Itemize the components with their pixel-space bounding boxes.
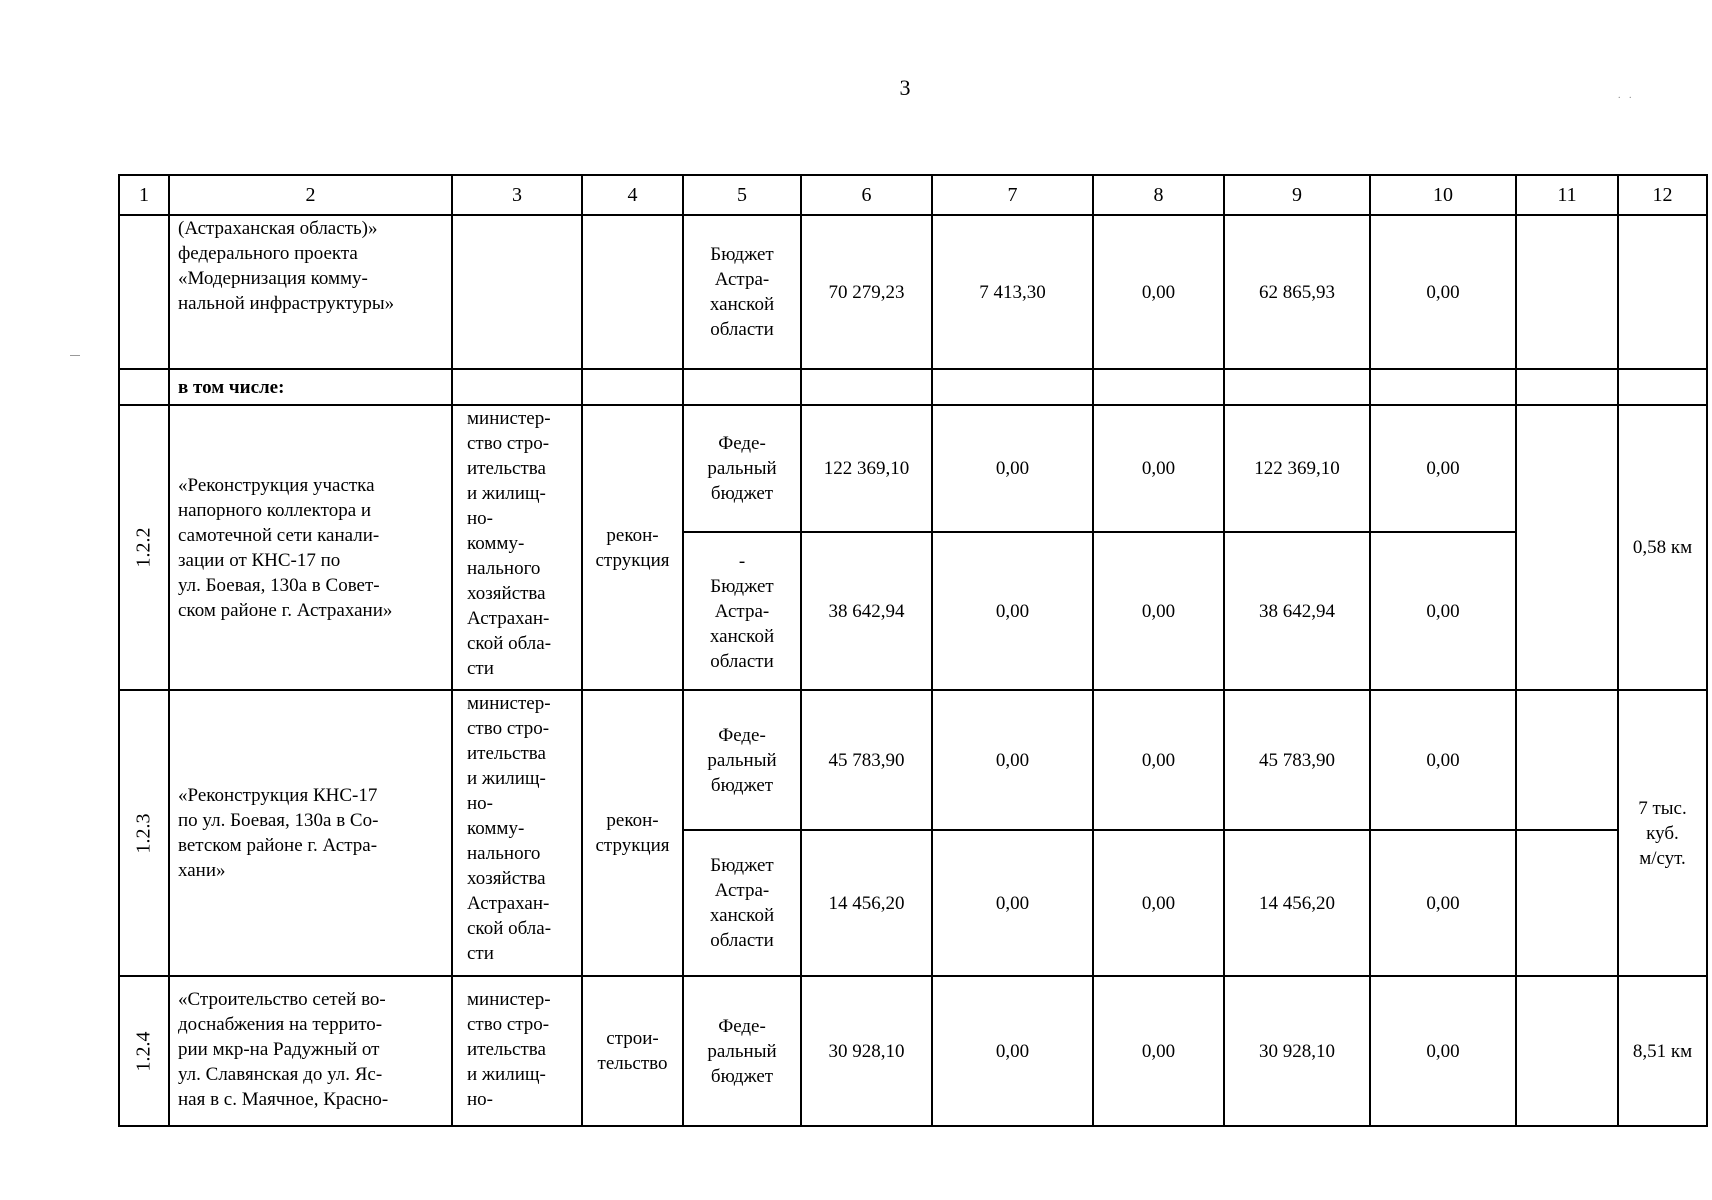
ministry-line: сти: [467, 943, 494, 964]
work-line: строи-: [606, 1028, 659, 1049]
result-cell: [1618, 690, 1707, 976]
project-name-cell: [169, 976, 452, 1126]
amount-cell: 0,00: [1093, 976, 1224, 1126]
amount-cell: 62 865,93: [1224, 215, 1370, 369]
source-line: области: [710, 930, 774, 951]
amount-cell: 0,00: [932, 690, 1093, 830]
source-line: ральный: [707, 1040, 777, 1062]
amount-cell: 0,00: [932, 405, 1093, 532]
result-line: м/сут.: [1639, 847, 1686, 869]
header-cell: 6: [801, 175, 932, 215]
funding-source-cell: [683, 532, 801, 690]
name-line: «Реконструкция КНС-17: [178, 785, 378, 806]
source-line: Астра-: [714, 600, 770, 622]
amount-cell: 122 369,10: [801, 405, 932, 532]
ministry-line: но-: [467, 508, 493, 529]
header-row: [119, 175, 1707, 215]
amount-cell: 0,00: [1370, 215, 1516, 369]
work-line: рекон-: [606, 524, 659, 546]
amount-cell: 0,00: [1370, 405, 1516, 532]
funding-source-cell: [683, 690, 801, 830]
source-line: Астра-: [714, 269, 770, 290]
empty-cell: [119, 369, 169, 405]
amount-cell: 45 783,90: [801, 690, 932, 830]
project-name-cell: [169, 215, 452, 369]
ministry-line: и жилищ-: [467, 768, 546, 789]
ministry-line: ство стро-: [467, 1014, 550, 1035]
source-line: Бюджет: [710, 575, 774, 597]
ministry-line: ительства: [467, 743, 546, 764]
amount-cell: 0,00: [932, 976, 1093, 1126]
header-cell: 7: [932, 175, 1093, 215]
table-row: [119, 690, 1707, 830]
amount-cell: 0,00: [1370, 830, 1516, 976]
including-row: [119, 369, 1707, 405]
source-line: Бюджет: [710, 855, 774, 876]
work-line: струкция: [595, 835, 670, 856]
ministry-line: нального: [467, 843, 541, 864]
amount-cell: 45 783,90: [1224, 690, 1370, 830]
item-number: 1.2.2: [132, 527, 155, 568]
source-line: Бюджет: [710, 244, 774, 265]
work-line: рекон-: [606, 810, 659, 831]
responsible-body-cell: [452, 690, 582, 976]
source-line: ханской: [709, 905, 775, 926]
budget-table: [118, 174, 1708, 1127]
empty-cell: [932, 369, 1093, 405]
item-number-cell: [119, 976, 169, 1126]
amount-cell: 0,00: [932, 532, 1093, 690]
amount-cell: 30 928,10: [1224, 976, 1370, 1126]
funding-source-cell: [683, 405, 801, 532]
amount-cell: 7 413,30: [932, 215, 1093, 369]
ministry-line: ской обла-: [467, 918, 552, 939]
table-row: [119, 405, 1707, 532]
amount-cell: 0,00: [1370, 976, 1516, 1126]
item-number: 1.2.4: [132, 1031, 155, 1071]
result-line: 8,51 км: [1632, 1040, 1693, 1062]
work-type-cell: [582, 976, 683, 1126]
ministry-line: сти: [467, 658, 494, 679]
ministry-line: ство стро-: [467, 718, 550, 739]
amount-cell: 30 928,10: [801, 976, 932, 1126]
result-cell: [1618, 405, 1707, 690]
header-cell: 11: [1516, 175, 1618, 215]
empty-cell: [1516, 830, 1618, 976]
ministry-line: Астрахан-: [467, 893, 550, 914]
item-number-cell: [119, 405, 169, 690]
amount-cell: 14 456,20: [801, 830, 932, 976]
name-line: самотечной сети канали-: [178, 524, 380, 546]
source-line: ханской: [709, 294, 775, 315]
table-row: [119, 976, 1707, 1126]
empty-cell: [1370, 369, 1516, 405]
source-line: бюджет: [710, 483, 774, 504]
name-line: «Реконструкция участка: [178, 474, 375, 496]
name-line: ная в с. Маячное, Красно-: [178, 1089, 389, 1110]
header-cell: 4: [582, 175, 683, 215]
work-type-cell: [582, 405, 683, 690]
source-line: ханской: [709, 625, 775, 647]
funding-source-cell: [683, 215, 801, 369]
ministry-line: министер-: [467, 408, 551, 429]
result-line: 7 тыс.: [1638, 797, 1687, 819]
ministry-line: но-: [467, 1089, 493, 1110]
ministry-line: министер-: [467, 989, 551, 1010]
amount-cell: 0,00: [1093, 405, 1224, 532]
empty-cell: [582, 215, 683, 369]
name-line: ул. Боевая, 130а в Совет-: [178, 574, 380, 596]
responsible-body-cell: [452, 405, 582, 690]
empty-cell: [801, 369, 932, 405]
source-line: ральный: [707, 458, 777, 479]
source-line: Астра-: [714, 880, 770, 901]
empty-cell: [683, 369, 801, 405]
ministry-line: ство стро-: [467, 433, 550, 454]
source-line: бюджет: [710, 1065, 774, 1087]
name-line: напорного коллектора и: [178, 499, 372, 521]
project-name-cell: [169, 405, 452, 690]
amount-cell: 0,00: [1093, 215, 1224, 369]
scan-speck: . .: [1618, 90, 1635, 101]
funding-source-cell: [683, 976, 801, 1126]
ministry-line: и жилищ-: [467, 483, 546, 504]
source-line: -: [738, 550, 746, 572]
ministry-line: хозяйства: [467, 583, 546, 604]
header-cell: 2: [169, 175, 452, 215]
source-line: Феде-: [718, 724, 766, 746]
empty-cell: [582, 369, 683, 405]
empty-cell: [1618, 215, 1707, 369]
ministry-line: ительства: [467, 1039, 546, 1060]
ministry-line: министер-: [467, 693, 551, 714]
header-cell: 8: [1093, 175, 1224, 215]
empty-cell: [1516, 369, 1618, 405]
ministry-line: ительства: [467, 458, 546, 479]
name-line: «Строительство сетей во-: [178, 989, 386, 1010]
result-line: 0,58 км: [1632, 537, 1693, 558]
continuation-row: [119, 215, 1707, 369]
item-number: 1.2.3: [132, 813, 155, 853]
name-line: ул. Славянская до ул. Яс-: [178, 1064, 383, 1085]
source-line: Феде-: [718, 433, 766, 454]
amount-cell: 38 642,94: [1224, 532, 1370, 690]
amount-cell: 0,00: [1093, 690, 1224, 830]
name-line: зации от КНС-17 по: [178, 549, 341, 571]
amount-cell: 0,00: [1093, 830, 1224, 976]
amount-cell: 70 279,23: [801, 215, 932, 369]
name-line: «Модернизация комму-: [178, 268, 368, 289]
source-line: бюджет: [710, 774, 774, 796]
source-line: области: [710, 650, 774, 672]
name-line: хани»: [178, 860, 226, 881]
item-number-cell: [119, 690, 169, 976]
empty-cell: [1093, 369, 1224, 405]
name-line: (Астраханская область)»: [178, 218, 378, 239]
ministry-line: хозяйства: [467, 868, 546, 889]
work-line: тельство: [597, 1053, 668, 1074]
amount-cell: 122 369,10: [1224, 405, 1370, 532]
empty-cell: [119, 215, 169, 369]
name-line: нальной инфраструктуры»: [178, 293, 395, 314]
header-cell: 9: [1224, 175, 1370, 215]
name-line: федерального проекта: [178, 243, 358, 264]
ministry-line: комму-: [467, 818, 525, 839]
name-line: ском районе г. Астрахани»: [178, 599, 393, 621]
name-line: ветском районе г. Астра-: [178, 835, 378, 856]
empty-cell: [452, 369, 582, 405]
source-line: области: [710, 319, 774, 340]
amount-cell: 38 642,94: [801, 532, 932, 690]
work-line: струкция: [595, 549, 670, 571]
amount-cell: 0,00: [1093, 532, 1224, 690]
result-line: куб.: [1646, 822, 1679, 844]
ministry-line: и жилищ-: [467, 1064, 546, 1085]
header-cell: 1: [119, 175, 169, 215]
empty-cell: [1516, 690, 1618, 830]
empty-cell: [1618, 369, 1707, 405]
empty-cell: [452, 215, 582, 369]
margin-mark: [70, 355, 80, 356]
source-line: ральный: [707, 749, 777, 771]
page-number: 3: [899, 75, 911, 100]
including-label: в том числе:: [169, 369, 452, 405]
header-cell: 3: [452, 175, 582, 215]
amount-cell: 0,00: [1370, 532, 1516, 690]
ministry-line: комму-: [467, 533, 525, 554]
header-cell: 5: [683, 175, 801, 215]
name-line: доснабжения на террито-: [178, 1014, 383, 1035]
empty-cell: [1516, 405, 1618, 690]
work-type-cell: [582, 690, 683, 976]
ministry-line: нального: [467, 558, 541, 579]
header-cell: 10: [1370, 175, 1516, 215]
ministry-line: Астрахан-: [467, 608, 550, 629]
amount-cell: 0,00: [1370, 690, 1516, 830]
ministry-line: ской обла-: [467, 633, 552, 654]
funding-source-cell: [683, 830, 801, 976]
result-cell: [1618, 976, 1707, 1126]
empty-cell: [1224, 369, 1370, 405]
empty-cell: [1516, 976, 1618, 1126]
project-name-cell: [169, 690, 452, 976]
ministry-line: но-: [467, 793, 493, 814]
empty-cell: [1516, 215, 1618, 369]
header-cell: 12: [1618, 175, 1707, 215]
name-line: по ул. Боевая, 130а в Со-: [178, 810, 379, 831]
source-line: Феде-: [718, 1015, 766, 1037]
responsible-body-cell: [452, 976, 582, 1126]
name-line: рии мкр-на Радужный от: [178, 1039, 380, 1060]
amount-cell: 0,00: [932, 830, 1093, 976]
amount-cell: 14 456,20: [1224, 830, 1370, 976]
